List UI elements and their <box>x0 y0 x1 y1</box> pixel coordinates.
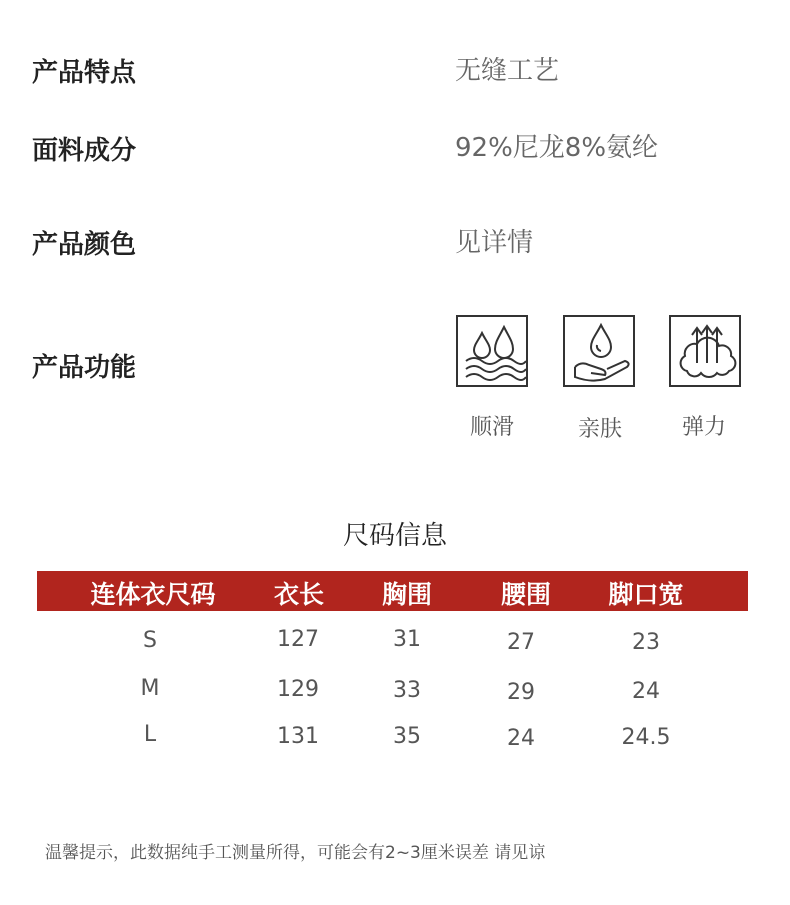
size-table-header <box>37 571 748 611</box>
table-cell: 129 <box>277 677 319 702</box>
column-header-hem-width: 脚口宽 <box>608 580 684 609</box>
table-cell: 33 <box>393 678 421 703</box>
table-cell: 24.5 <box>621 725 671 750</box>
table-cell: 31 <box>393 627 421 652</box>
cloud-arrows-up-icon <box>669 315 741 387</box>
table-cell: 131 <box>277 724 319 749</box>
table-cell: 23 <box>632 630 660 655</box>
measurement-note: 温馨提示，此数据纯手工测量所得，可能会有2~3厘米误差 请见谅 <box>45 843 546 863</box>
water-drops-waves-icon <box>456 315 528 387</box>
attribute-label-color: 产品颜色 <box>32 230 137 260</box>
function-label-skin-friendly: 亲肤 <box>577 417 622 442</box>
table-cell: L <box>143 722 157 747</box>
attribute-value-features: 无缝工艺 <box>455 56 560 86</box>
attribute-label-features: 产品特点 <box>32 58 137 88</box>
column-header-length: 衣长 <box>273 580 325 609</box>
table-cell: 29 <box>507 680 535 705</box>
attribute-label-function: 产品功能 <box>32 353 137 383</box>
table-cell: 24 <box>507 726 535 751</box>
function-label-smooth: 顺滑 <box>469 415 514 440</box>
column-header-waist: 腰围 <box>500 580 552 609</box>
table-cell: 27 <box>507 630 535 655</box>
attribute-value-color: 见详情 <box>455 228 534 258</box>
table-cell: M <box>140 676 160 701</box>
attribute-value-material: 92%尼龙8%氨纶 <box>455 133 659 163</box>
column-header-bust: 胸围 <box>381 580 433 609</box>
table-cell: 24 <box>632 679 660 704</box>
water-drop-hand-icon <box>563 315 635 387</box>
function-label-elastic: 弹力 <box>681 415 726 440</box>
size-section-title: 尺码信息 <box>342 521 447 551</box>
attribute-label-material: 面料成分 <box>32 136 137 166</box>
table-cell: 35 <box>393 724 421 749</box>
column-header-size: 连体衣尺码 <box>90 580 216 609</box>
table-cell: S <box>143 628 157 653</box>
table-cell: 127 <box>277 627 319 652</box>
